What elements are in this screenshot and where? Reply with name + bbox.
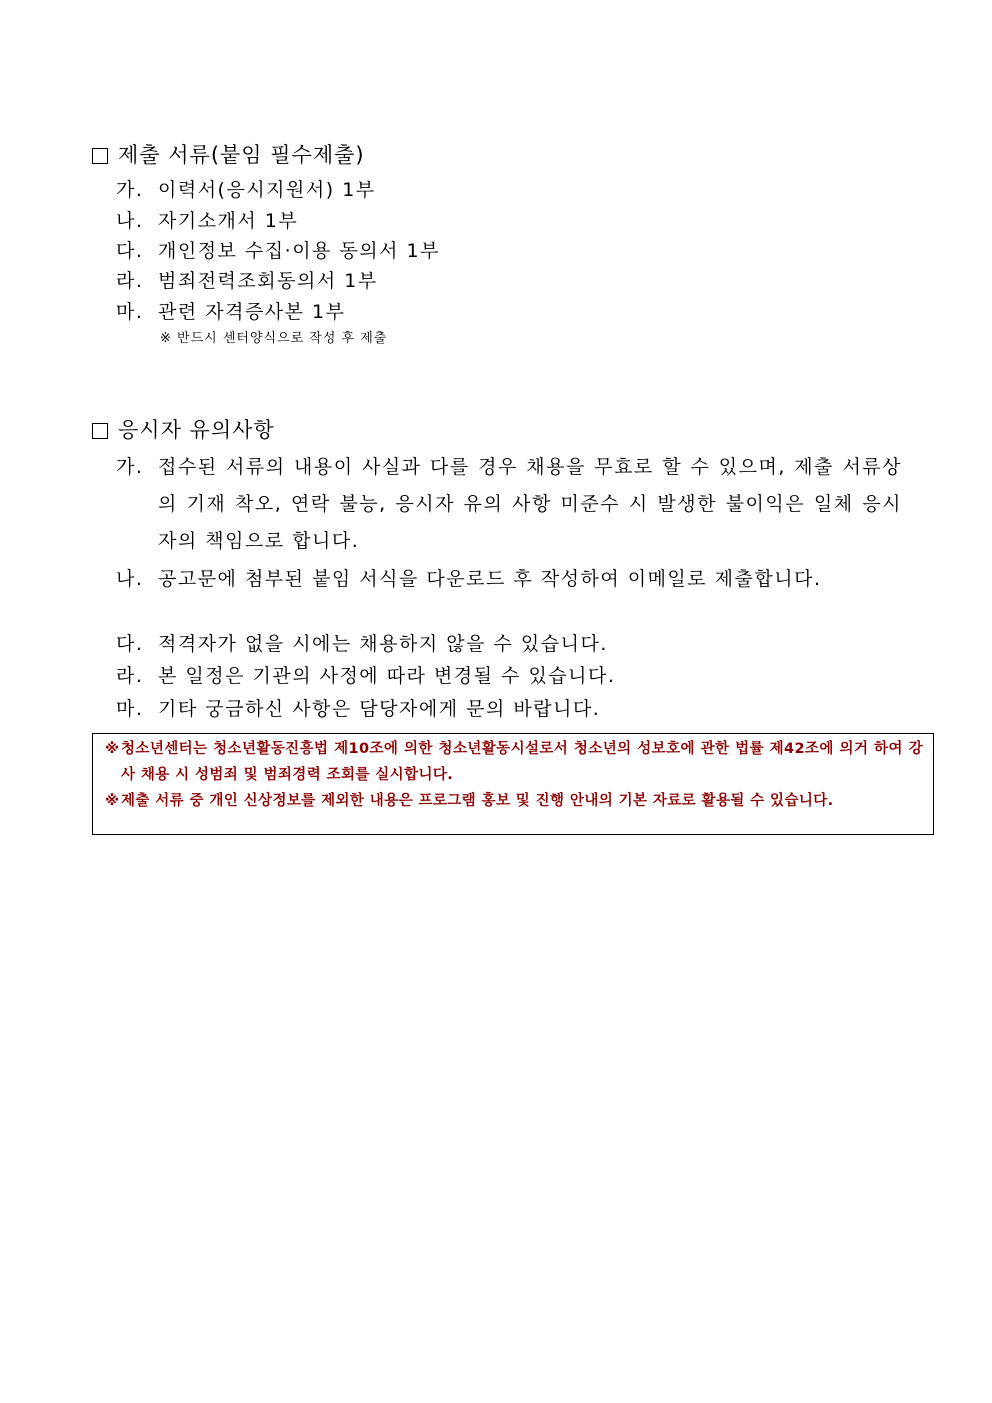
item-marker: 가. (116, 179, 144, 201)
notice-item (116, 631, 608, 657)
form-note: ※ 반드시 센터양식으로 작성 후 제출 (160, 331, 388, 346)
document-item (116, 238, 440, 264)
item-text: 기타 궁금하신 사항은 담당자에게 문의 바랍니다. (158, 698, 601, 720)
notice-item (116, 449, 902, 560)
item-marker: 라. (116, 270, 144, 292)
important-notice-box (92, 733, 934, 835)
item-marker: 마. (116, 301, 144, 323)
item-text: 자기소개서 1부 (158, 210, 299, 232)
item-text: 범죄전력조회동의서 1부 (158, 270, 378, 292)
item-marker: 나. (116, 210, 144, 232)
reference-mark: ※ (105, 741, 120, 757)
checkbox-icon (92, 423, 108, 439)
notice-item (116, 563, 902, 595)
section-heading-notes (92, 416, 275, 444)
reference-mark: ※ (105, 793, 120, 809)
item-text: 본 일정은 기관의 사정에 따라 변경될 수 있습니다. (158, 665, 616, 687)
document-item (116, 299, 346, 325)
section-heading-text: 제출 서류(붙임 필수제출) (118, 143, 365, 167)
section-heading-documents (92, 141, 365, 169)
item-marker: 가. (116, 456, 144, 478)
item-marker: 마. (116, 698, 144, 720)
checkbox-icon (92, 148, 108, 164)
notice-text: 청소년센터는 청소년활동진흥법 제10조에 의한 청소년활동시설로서 청소년의 성보호에 관한 법률 제42조에 의거 하여 강사 채용 시 성범죄 및 범죄경력 조회를 실시합니다. (121, 741, 923, 783)
document-item (116, 268, 378, 294)
item-text: 접수된 서류의 내용이 사실과 다를 경우 채용을 무효로 할 수 있으며, 제출 서류상의 기재 착오, 연락 불능, 응시자 유의 사항 미준수 시 발생한 불이익은 일체 응시자의 책임으로 합니다. (158, 456, 902, 552)
notice-item (116, 696, 600, 722)
notice-item (116, 663, 615, 689)
item-marker: 라. (116, 665, 144, 687)
document-item (116, 208, 298, 234)
item-text: 관련 자격증사본 1부 (158, 301, 346, 323)
item-marker: 다. (116, 240, 144, 262)
document-item (116, 177, 376, 203)
notice-text: 제출 서류 중 개인 신상정보를 제외한 내용은 프로그램 홍보 및 진행 안내의 기본 자료로 활용될 수 있습니다. (121, 793, 834, 809)
item-text: 적격자가 없을 시에는 채용하지 않을 수 있습니다. (158, 633, 608, 655)
item-marker: 다. (116, 633, 144, 655)
notice-line (105, 788, 923, 814)
item-marker: 나. (116, 568, 144, 590)
item-text: 이력서(응시지원서) 1부 (158, 179, 376, 201)
section-heading-text: 응시자 유의사항 (118, 418, 275, 442)
item-text: 개인정보 수집·이용 동의서 1부 (158, 240, 440, 262)
notice-line (105, 736, 923, 788)
item-text: 공고문에 첨부된 붙임 서식을 다운로드 후 작성하여 이메일로 제출합니다. (158, 568, 822, 590)
